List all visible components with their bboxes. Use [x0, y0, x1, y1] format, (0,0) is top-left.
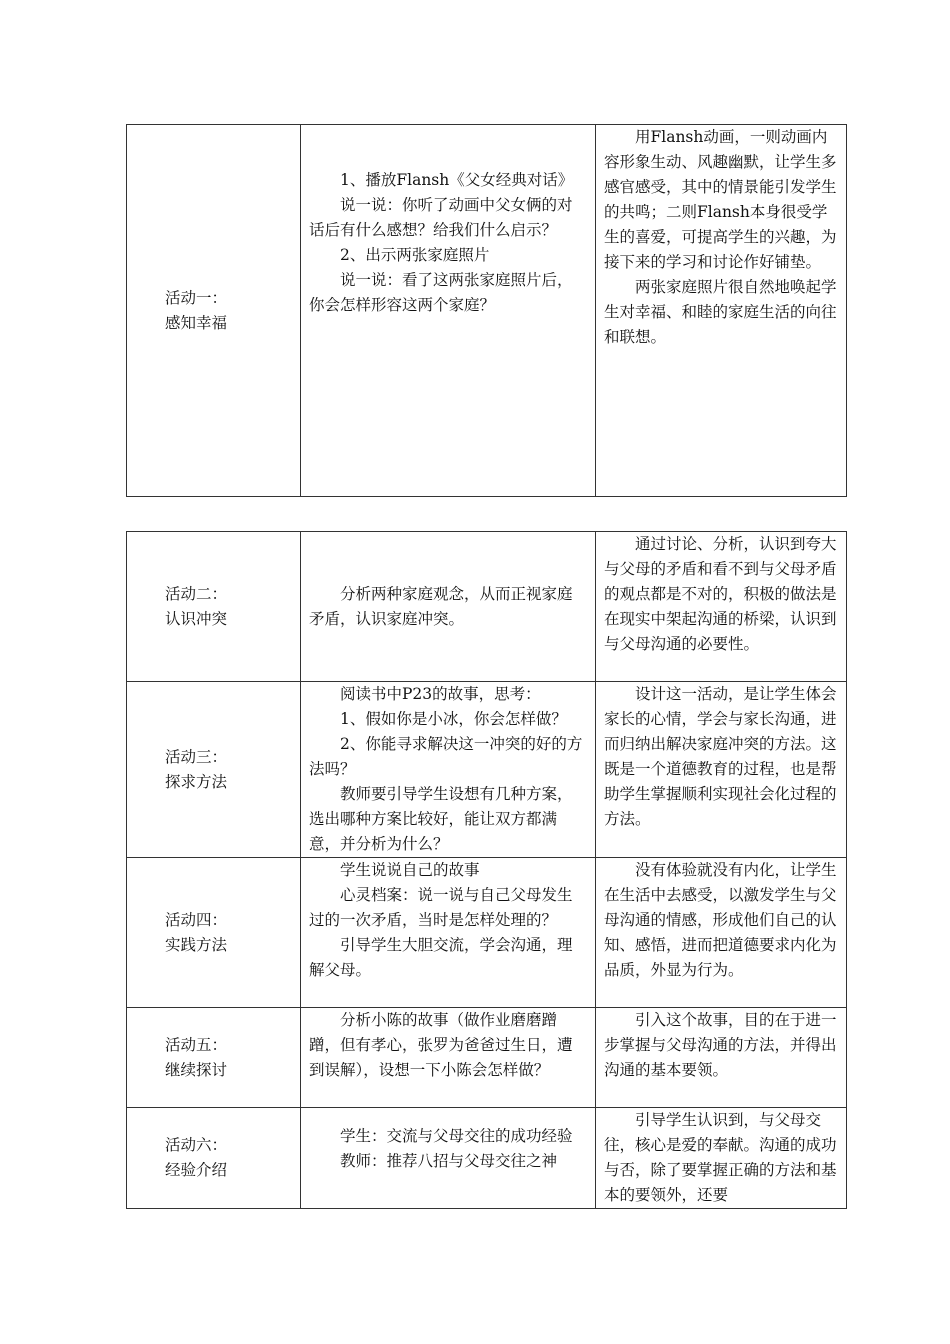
activity-cell — [127, 125, 301, 497]
purpose-cell — [596, 532, 847, 682]
purpose-paragraph: 设计这一活动，是让学生体会家长的心情，学会与家长沟通，进而归纳出解决家庭冲突的方法。这既是一个道德教育的过程，也是帮助学生掌握顺利实现社会化过程的方法。 — [604, 685, 837, 828]
content-paragraph: 1、播放Flansh《父女经典对话》 — [340, 171, 574, 189]
content-paragraph: 阅读书中P23的故事，思考： — [340, 685, 541, 703]
content-cell — [301, 1008, 596, 1108]
purpose-cell — [596, 858, 847, 1008]
content-paragraph: 2、你能寻求解决这一冲突的好的方法吗？ — [309, 735, 583, 778]
activity-number: 活动三： — [165, 747, 228, 766]
activity-number: 活动二： — [165, 584, 228, 603]
activity-cell — [127, 1008, 301, 1108]
purpose-paragraph: 用Flansh动画，一则动画内容形象生动、风趣幽默，让学生多感官感受，其中的情景能引发学生的共鸣；二则Flansh本身很受学生的喜爱，可提高学生的兴趣，为接下来的学习和讨论作好铺垫。 — [604, 128, 837, 271]
purpose-paragraph: 通过讨论、分析，认识到夸大与父母的矛盾和看不到与父母矛盾的观点都是不对的，积极的做法是在现实中架起沟通的桥梁，认识到与父母沟通的必要性。 — [604, 535, 837, 653]
content-cell — [301, 532, 596, 682]
table-row — [127, 858, 847, 1008]
content-paragraph: 分析两种家庭观念，从而正视家庭矛盾，认识家庭冲突。 — [309, 584, 573, 628]
content-paragraph: 教师：推荐八招与父母交往之神 — [340, 1152, 558, 1170]
purpose-cell — [596, 1008, 847, 1108]
table-row — [127, 682, 847, 858]
table-row — [127, 125, 847, 497]
activity-number: 活动一： — [165, 288, 228, 307]
content-cell — [301, 858, 596, 1008]
content-paragraph: 2、出示两张家庭照片 — [340, 246, 490, 264]
activity-title: 感知幸福 — [165, 313, 228, 332]
purpose-cell — [596, 125, 847, 497]
purpose-paragraph: 引入这个故事，目的在于进一步掌握与父母沟通的方法，并得出沟通的基本要领。 — [604, 1011, 837, 1079]
table-row — [127, 532, 847, 682]
content-paragraph: 学生：交流与父母交往的成功经验 — [340, 1127, 573, 1145]
content-paragraph: 说一说：你听了动画中父女俩的对话后有什么感想？给我们什么启示？ — [309, 196, 573, 239]
purpose-cell — [596, 682, 847, 858]
activity-cell — [127, 682, 301, 858]
content-paragraph: 1、假如你是小冰，你会怎样做？ — [340, 710, 567, 728]
activity-number: 活动四： — [165, 910, 228, 929]
content-paragraph: 学生说说自己的故事 — [340, 861, 480, 879]
content-paragraph: 心灵档案：说一说与自己父母发生过的一次矛盾，当时是怎样处理的？ — [309, 886, 573, 929]
activity-table-2 — [126, 531, 847, 1209]
content-cell — [301, 125, 596, 497]
table-row — [127, 1008, 847, 1108]
content-paragraph: 说一说：看了这两张家庭照片后，你会怎样形容这两个家庭？ — [309, 271, 573, 314]
activity-title: 经验介绍 — [165, 1161, 228, 1179]
activity-title: 探求方法 — [165, 772, 228, 791]
activity-cell — [127, 1108, 301, 1209]
activity-title: 继续探讨 — [165, 1060, 228, 1079]
activity-table-1 — [126, 124, 847, 497]
content-cell — [301, 1108, 596, 1209]
table-row — [127, 1108, 847, 1209]
content-paragraph: 教师要引导学生设想有几种方案，选出哪种方案比较好，能让双方都满意，并分析为什么？ — [309, 785, 573, 853]
purpose-paragraph: 没有体验就没有内化，让学生在生活中去感受，以激发学生与父母沟通的情感，形成他们自己的认知、感悟，进而把道德要求内化为品质，外显为行为。 — [604, 861, 837, 979]
activity-number: 活动六： — [165, 1136, 228, 1154]
purpose-paragraph: 两张家庭照片很自然地唤起学生对幸福、和睦的家庭生活的向往和联想。 — [604, 278, 837, 346]
activity-title: 实践方法 — [165, 935, 228, 954]
activity-number: 活动五： — [165, 1035, 228, 1054]
content-cell — [301, 682, 596, 858]
content-paragraph: 引导学生大胆交流，学会沟通，理解父母。 — [309, 936, 573, 979]
purpose-cell — [596, 1108, 847, 1209]
content-paragraph: 分析小陈的故事（做作业磨磨蹭蹭，但有孝心，张罗为爸爸过生日，遭到误解），设想一下小陈会怎样做？ — [309, 1011, 573, 1079]
activity-title: 认识冲突 — [165, 609, 228, 628]
purpose-paragraph: 引导学生认识到，与父母交往，核心是爱的奉献。沟通的成功与否，除了要掌握正确的方法和基本的要领外，还要 — [604, 1111, 837, 1204]
activity-cell — [127, 532, 301, 682]
activity-cell — [127, 858, 301, 1008]
